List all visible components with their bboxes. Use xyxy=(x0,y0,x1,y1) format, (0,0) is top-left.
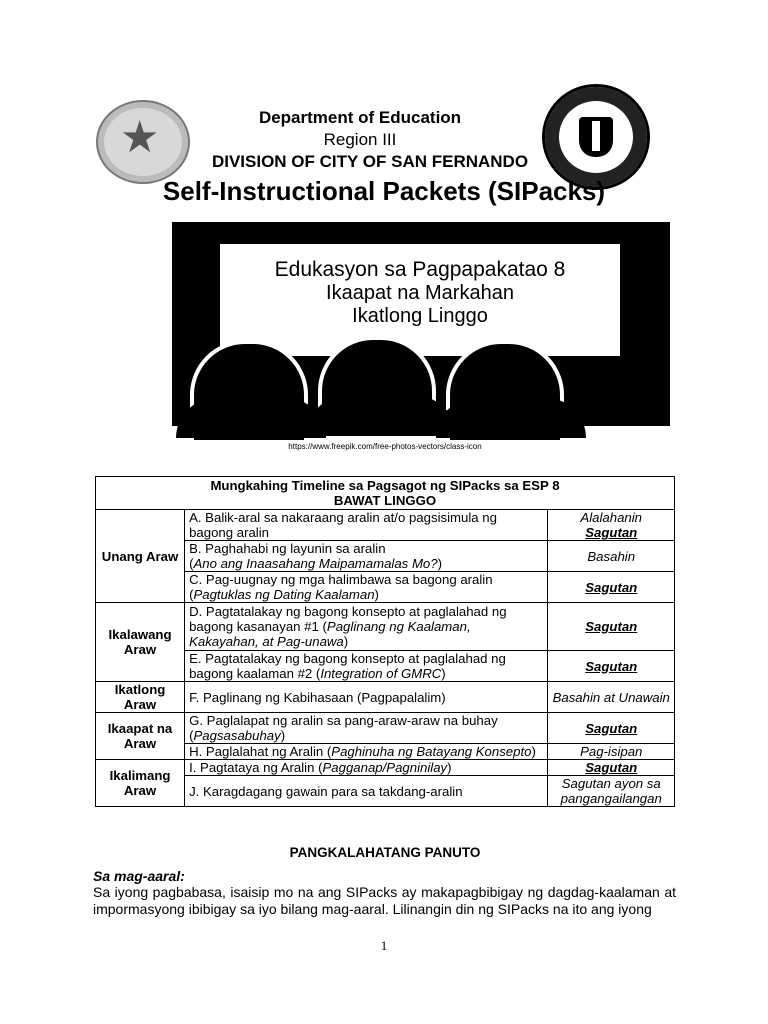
week-label: Ikatlong Linggo xyxy=(352,305,488,327)
task-cell: Pag-isipan xyxy=(548,744,675,760)
activity-cell: C. Pag-uugnay ng mga halimbawa sa bagong aralin (Pagtuklas ng Dating Kaalaman) xyxy=(185,572,548,603)
instructions-heading: PANGKALAHATANG PANUTO xyxy=(289,845,481,860)
page-number: 1 xyxy=(380,938,388,953)
table-row xyxy=(96,603,675,651)
activity-cell: E. Pagtatalakay ng bagong konsepto at paglalahad ng bagong kaalaman #2 (Integration of GMRC) xyxy=(185,651,548,682)
activity-cell: I. Pagtataya ng Aralin (Pagganap/Pagninilay) xyxy=(185,760,548,776)
activity-cell: D. Pagtatalakay ng bagong konsepto at paglalahad ng bagong kasanayan #1 (Paglinang ng Kaalaman, Kakayahan, at Pag-unawa) xyxy=(185,603,548,651)
audience-label: Sa mag-aaral: xyxy=(93,868,185,884)
timeline-table xyxy=(95,476,675,807)
region-name: Region III xyxy=(323,130,397,149)
division-name: DIVISION OF CITY OF SAN FERNANDO xyxy=(211,152,529,171)
subject-title: Edukasyon sa Pagpapakatao 8 xyxy=(274,258,566,281)
kagawaran-seal-right xyxy=(542,84,650,190)
instructions-body: Sa iyong pagbabasa, isaisip mo na ang SIPacks ay makapagbibigay ng dagdag-kaalaman at impormasyong ibibigay sa iyo bilang mag-aaral. Lilinangin din ng SIPacks na ito ang iyong xyxy=(93,884,676,917)
department-name: Department of Education xyxy=(258,108,462,127)
board-screen xyxy=(220,244,620,356)
table-row xyxy=(96,760,675,776)
day-cell: Ikalimang Araw xyxy=(96,760,185,807)
task-cell: Basahin at Unawain xyxy=(548,682,675,713)
table-row xyxy=(96,682,675,713)
image-credit-link[interactable]: https://www.freepik.com/free-photos-vectors/class-icon xyxy=(288,442,482,451)
table-row xyxy=(96,713,675,744)
table-row xyxy=(96,510,675,541)
quarter-label: Ikaapat na Markahan xyxy=(326,282,514,304)
task-cell: Basahin xyxy=(548,541,675,572)
table-header-row xyxy=(96,477,675,510)
table-subtitle: BAWAT LINGGO xyxy=(333,493,437,508)
activity-cell: F. Paglinang ng Kabihasaan (Pagpapalalim) xyxy=(185,682,548,713)
day-cell: Ikatlong Araw xyxy=(96,682,185,713)
student-shoulders xyxy=(176,398,326,438)
table-title: Mungkahing Timeline sa Pagsagot ng SIPacks sa ESP 8 xyxy=(210,478,560,493)
activity-cell: H. Paglalahat ng Aralin (Paghinuha ng Batayang Konsepto) xyxy=(185,744,548,760)
day-cell: Ikalawang Araw xyxy=(96,603,185,682)
page-title: Self-Instructional Packets (SIPacks) xyxy=(162,176,606,206)
day-cell: Ikaapat na Araw xyxy=(96,713,185,760)
torch-icon xyxy=(592,121,600,151)
day-cell: Unang Araw xyxy=(96,510,185,603)
task-cell: Sagutan ayon sa pangangailangan xyxy=(548,776,675,807)
activity-cell: A. Balik-aral sa nakaraang aralin at/o pagsisimula ng bagong aralin xyxy=(185,510,548,541)
activity-cell: B. Paghahabi ng layunin sa aralin (Ano ang Inaasahang Maipamamalas Mo?) xyxy=(185,541,548,572)
task-cell: Sagutan xyxy=(548,651,675,682)
task-cell: Sagutan xyxy=(548,713,675,744)
task-cell: Sagutan xyxy=(548,572,675,603)
task-cell: Alalahanin Sagutan xyxy=(548,510,675,541)
activity-cell: J. Karagdagang gawain para sa takdang-aralin xyxy=(185,776,548,807)
student-shoulders xyxy=(436,398,586,438)
task-cell: Sagutan xyxy=(548,760,675,776)
deped-seal-left xyxy=(96,100,190,184)
star-emblem-icon: ★ xyxy=(120,113,160,162)
activity-cell: G. Paglalapat ng aralin sa pang-araw-araw na buhay (Pagsasabuhay) xyxy=(185,713,548,744)
task-cell: Sagutan xyxy=(548,603,675,651)
student-shoulders xyxy=(306,396,456,436)
